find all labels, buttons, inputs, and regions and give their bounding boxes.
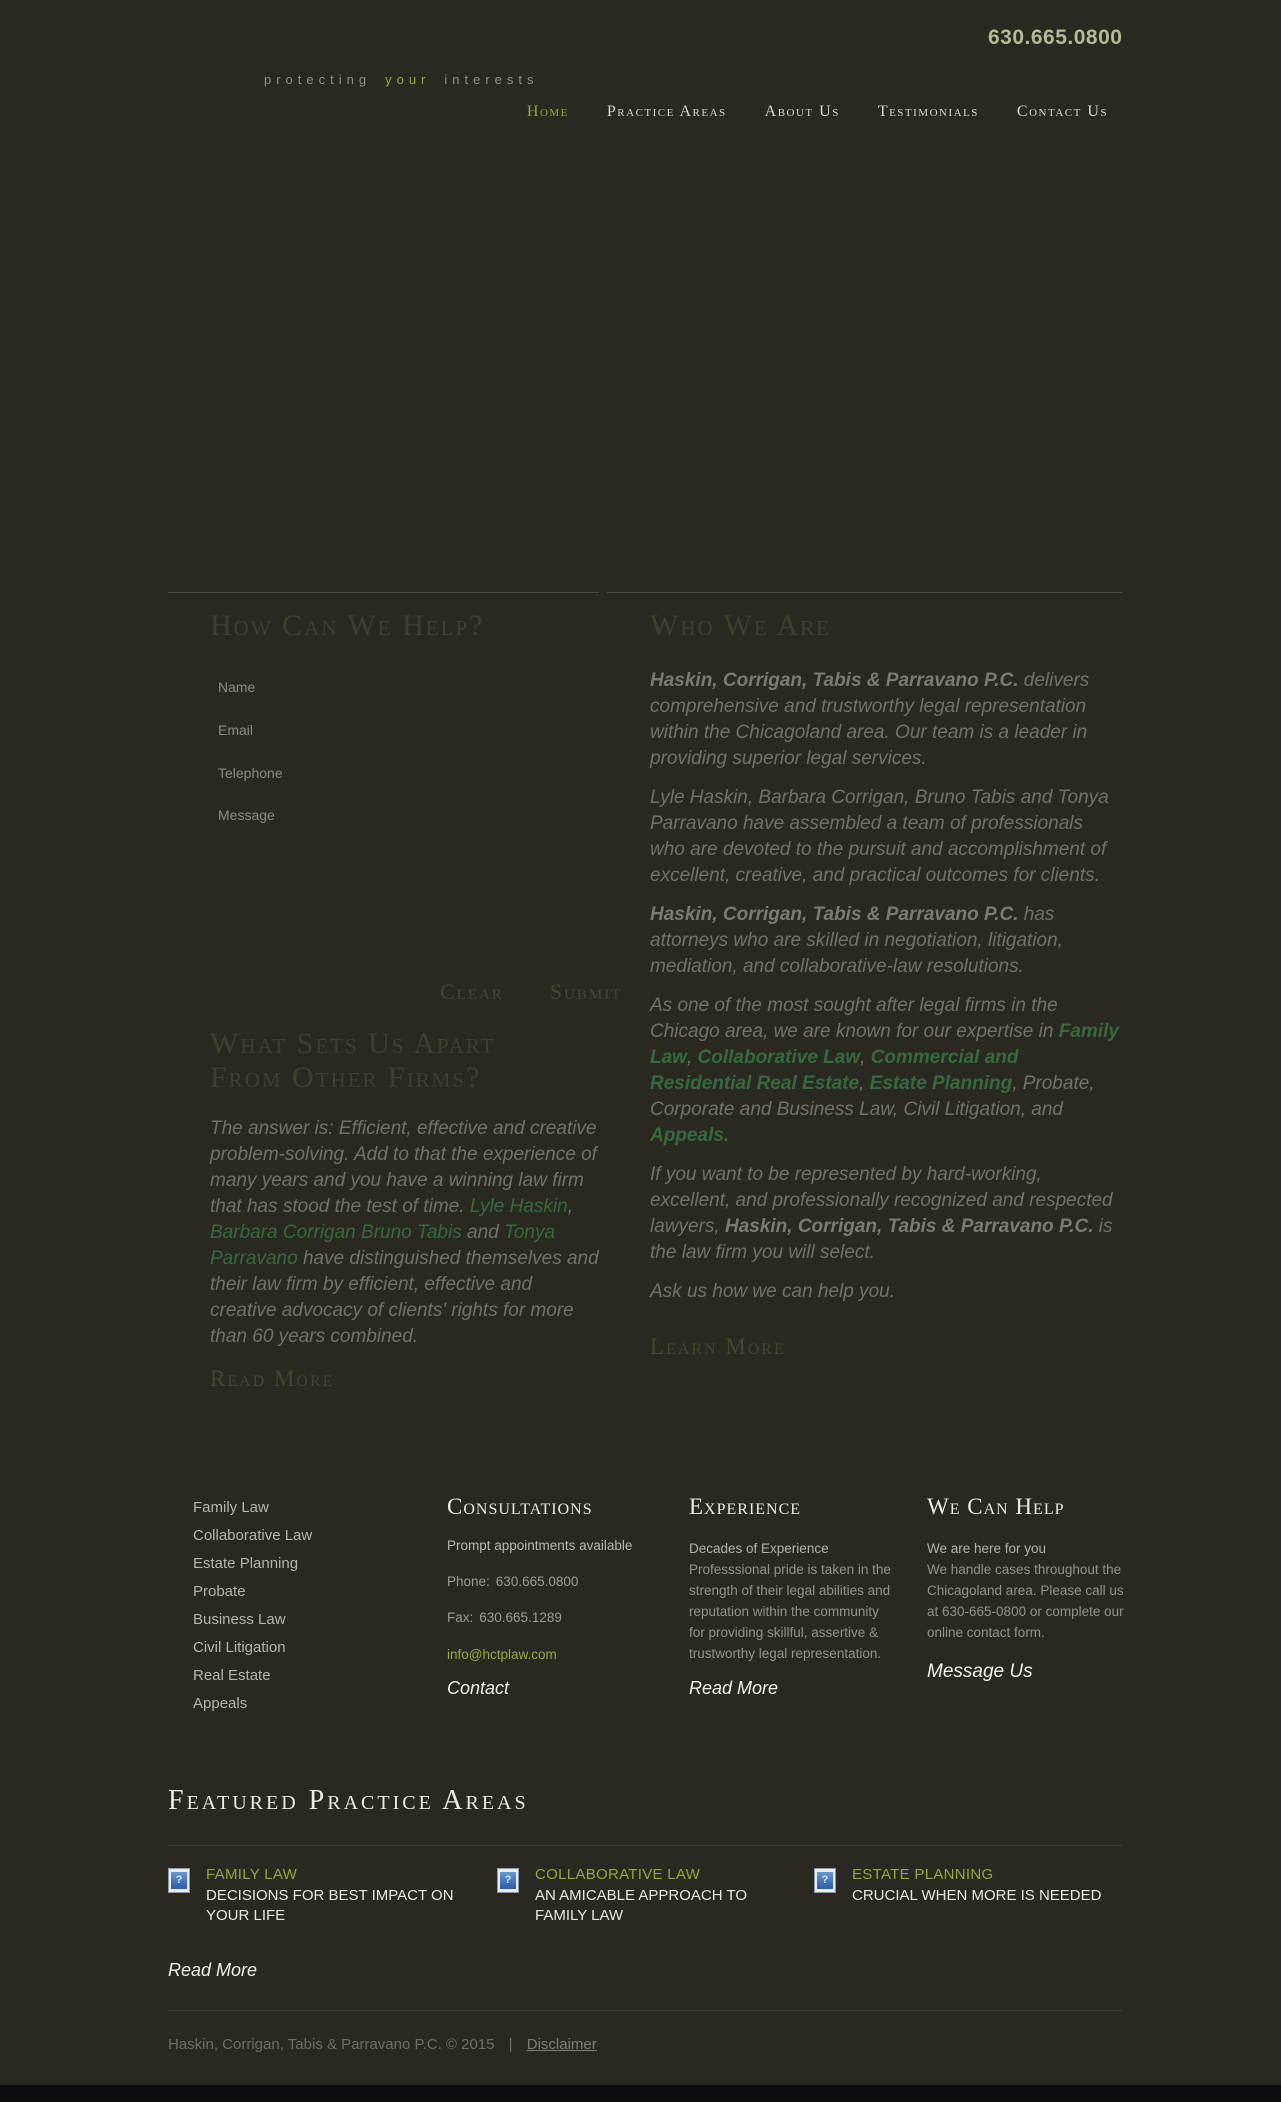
what-sets-us-apart-paragraph: The answer is: Efficient, effective and creative problem-solving. Add to that the experience of many years and you have a winning law firm that has stood the test of time. Lyle Haskin, Barbara Corrigan Bruno Tabis and Tonya Parravano have distinguished themselves and their law firm by efficient, effective and creative advocacy of clients' rights for more than 60 years combined. <box>210 1117 599 1347</box>
disclaimer-link[interactable]: Disclaimer <box>526 2036 597 2053</box>
email-link[interactable]: info@hctplaw.com <box>447 1647 557 1662</box>
divider-line <box>168 1845 1122 1846</box>
featured-items <box>168 1866 1122 1956</box>
left-column <box>168 592 623 1392</box>
attorney-link-lyle-haskin[interactable]: Lyle Haskin <box>469 1195 568 1217</box>
who-we-are-paragraph-4: As one of the most sought after legal firms in the Chicago area, we are known for our expertise in Family Law, Collaborative Law, Commercial and Residential Real Estate, Estate Planning, Probate, Corporate and Business Law, Civil Litigation, and Appeals. <box>650 994 1119 1146</box>
who-we-are-paragraph-2: Lyle Haskin, Barbara Corrigan, Bruno Tabis and Tonya Parravano have assembled a team of professionals who are devoted to the pursuit and accomplishment of excellent, creative, and practical outcomes for clients. <box>650 786 1109 886</box>
featured-title-family-law[interactable]: FAMILY LAW <box>206 1866 298 1883</box>
message-us-link[interactable]: Message Us <box>927 1661 1033 1682</box>
we-can-help-heading: We Can Help <box>927 1494 1065 1519</box>
submit-button[interactable]: Submit <box>549 978 623 1004</box>
broken-image-icon[interactable]: ? <box>168 1868 190 1893</box>
footer-consultations <box>447 1494 632 1699</box>
who-we-are-paragraph-1: Haskin, Corrigan, Tabis & Parravano P.C. delivers comprehensive and trustworthy legal representation within the Chicagoland area. Our team is a leader in providing superior legal services. <box>650 669 1090 769</box>
footer-link-estate-planning[interactable]: Estate Planning <box>193 1555 299 1572</box>
right-column <box>607 592 1122 1360</box>
name-field[interactable] <box>313 674 597 700</box>
attorney-link-barbara-corrigan-bruno-tabis[interactable]: Barbara Corrigan Bruno Tabis <box>210 1221 462 1243</box>
footer-link-collaborative-law[interactable]: Collaborative Law <box>193 1527 313 1544</box>
name-label: Name <box>218 679 256 695</box>
footer-link-real-estate[interactable]: Real Estate <box>193 1667 271 1684</box>
main-nav <box>0 103 1108 121</box>
read-more-link-apart[interactable]: Read More <box>210 1365 335 1391</box>
what-sets-us-apart-heading: What Sets Us Apart From Other Firms? <box>210 1026 496 1094</box>
featured-title-estate-planning[interactable]: ESTATE PLANNING <box>852 1866 994 1883</box>
experience-text: Decades of Experience Professsional pride is taken in the strength of their legal abilities and reputation within the community for providing skillful, assertive & trustworthy legal representation. <box>689 1541 891 1661</box>
form-buttons <box>440 978 623 1005</box>
nav-item-contact-us[interactable]: Contact Us <box>1016 103 1108 120</box>
nav-item-home[interactable]: Home <box>526 103 569 120</box>
who-we-are-paragraph-5: If you want to be represented by hard-working, excellent, and professionally recognized and respected lawyers, Haskin, Corrigan, Tabis & Parravano P.C. is the law firm you will select. <box>650 1163 1113 1263</box>
tagline-highlight: your <box>385 72 431 87</box>
featured-subtitle-estate-planning: CRUCIAL WHEN MORE IS NEEDED <box>852 1887 1102 1904</box>
phone-row: Phone: 630.665.0800 <box>447 1574 579 1589</box>
experience-read-more-link[interactable]: Read More <box>689 1678 779 1698</box>
featured-item-family-law <box>168 1866 478 1926</box>
separator: | <box>508 2036 513 2053</box>
footer-experience <box>689 1494 891 1699</box>
fax-row: Fax: 630.665.1289 <box>447 1610 562 1625</box>
message-field[interactable] <box>218 827 552 963</box>
email-label: Email <box>218 722 254 738</box>
experience-heading: Experience <box>689 1494 802 1519</box>
footer-we-can-help <box>927 1494 1124 1683</box>
featured-read-more-link[interactable]: Read More <box>168 1960 258 1980</box>
who-we-are-paragraph-3: Haskin, Corrigan, Tabis & Parravano P.C. has attorneys who are skilled in negotiation, litigation, mediation, and collaborative-law resolutions. <box>650 903 1063 977</box>
practice-link-family-law[interactable]: Family Law <box>650 1020 1119 1068</box>
telephone-field[interactable] <box>313 760 597 786</box>
tagline <box>264 72 553 87</box>
attorney-link-tonya-parravano[interactable]: Tonya Parravano <box>210 1221 556 1269</box>
form-row-telephone <box>218 752 599 795</box>
footer-link-business-law[interactable]: Business Law <box>193 1611 286 1628</box>
consultations-line: Prompt appointments available <box>447 1538 633 1553</box>
nav-item-testimonials[interactable]: Testimonials <box>877 103 979 120</box>
featured-subtitle-collaborative-law: AN AMICABLE APPROACH TO FAMILY LAW <box>535 1887 748 1924</box>
broken-image-icon[interactable]: ? <box>497 1868 519 1893</box>
practice-link-appeals[interactable]: Appeals. <box>650 1124 730 1146</box>
form-row-message <box>218 795 599 963</box>
copyright-text: Haskin, Corrigan, Tabis & Parravano P.C. © 2015 <box>168 2036 495 2053</box>
telephone-label: Telephone <box>218 765 283 781</box>
header-phone-number: 630.665.0800 <box>988 26 1123 49</box>
legal-bar <box>168 2036 597 2053</box>
nav-item-practice-areas[interactable]: Practice Areas <box>606 103 727 120</box>
footer-link-family-law[interactable]: Family Law <box>193 1499 269 1516</box>
featured-item-estate-planning <box>814 1866 1124 1906</box>
footer-link-probate[interactable]: Probate <box>193 1583 246 1600</box>
featured-title-collaborative-law[interactable]: COLLABORATIVE LAW <box>535 1866 701 1883</box>
footer-link-appeals[interactable]: Appeals <box>193 1695 248 1712</box>
form-row-email <box>218 709 599 752</box>
tagline-post: interests <box>444 72 539 87</box>
learn-more-link[interactable]: Learn More <box>650 1333 786 1359</box>
form-row-name <box>218 666 599 709</box>
we-can-help-text: We are here for you We handle cases throughout the Chicagoland area. Please call us at 630-665-0800 or complete our online contact form. <box>927 1541 1124 1640</box>
bottom-strip <box>0 2085 1281 2102</box>
practice-link-real-estate[interactable]: Commercial and Residential Real Estate <box>650 1046 1019 1094</box>
featured-item-collaborative-law <box>497 1866 807 1926</box>
tagline-pre: protecting <box>264 72 372 87</box>
who-we-are-heading: Who We Are <box>650 609 832 642</box>
footer-practice-links <box>193 1494 312 1718</box>
footer-link-civil-litigation[interactable]: Civil Litigation <box>193 1639 286 1656</box>
divider-line <box>168 2010 1122 2011</box>
practice-link-estate-planning[interactable]: Estate Planning <box>869 1072 1013 1094</box>
consultations-heading: Consultations <box>447 1494 593 1519</box>
broken-image-icon[interactable]: ? <box>814 1868 836 1893</box>
clear-button[interactable]: Clear <box>440 978 504 1004</box>
nav-item-about-us[interactable]: About Us <box>764 103 840 120</box>
message-label: Message <box>218 806 275 823</box>
how-can-we-help-heading: How Can We Help? <box>210 609 485 642</box>
contact-form <box>218 666 623 1005</box>
contact-link[interactable]: Contact <box>447 1678 510 1698</box>
featured-subtitle-family-law: DECISIONS FOR BEST IMPACT ON YOUR LIFE <box>206 1887 454 1924</box>
who-we-are-paragraph-6: Ask us how we can help you. <box>650 1280 896 1302</box>
practice-link-collaborative-law[interactable]: Collaborative Law <box>697 1046 861 1068</box>
email-field[interactable] <box>313 717 597 743</box>
featured-practice-areas-heading: Featured Practice Areas <box>168 1785 529 1816</box>
